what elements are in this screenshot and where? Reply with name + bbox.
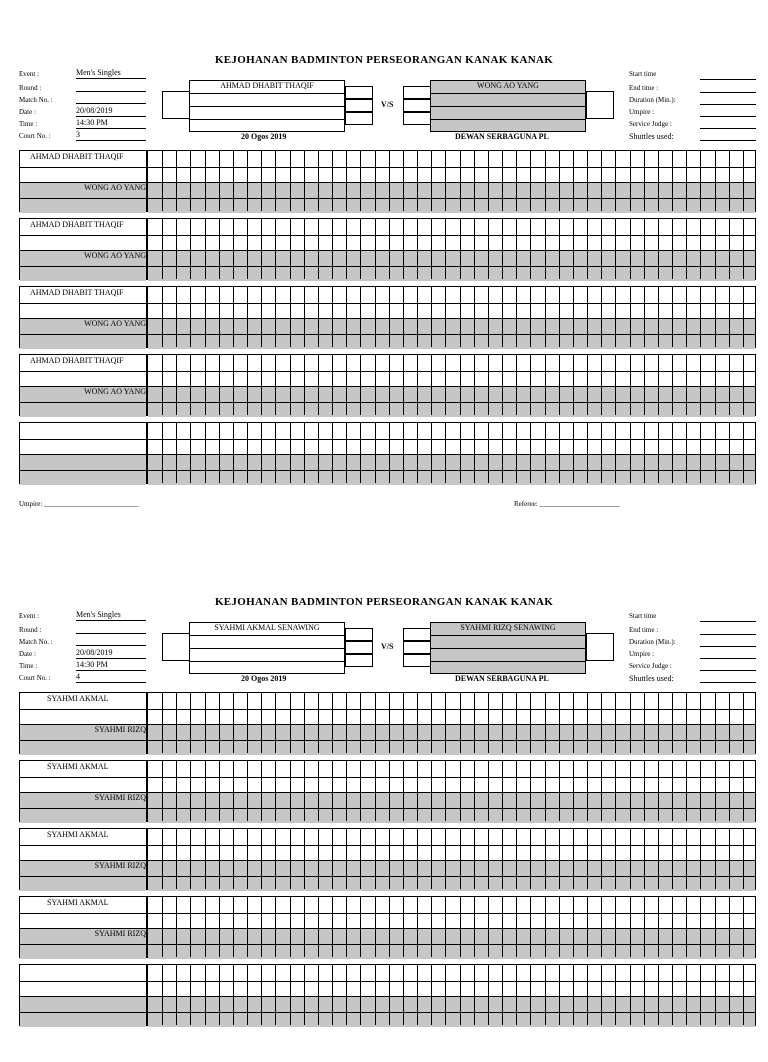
game-player-b: SYAHMI RIZQ [94,929,146,938]
game-player-b: WONG AO YANG [84,183,146,192]
service-judge-label: Service Judge : [629,120,672,128]
date-value: 20/08/2019 [76,648,146,659]
player-a-score-box-2 [345,99,373,112]
duration-label: Duration (Min.): [629,96,676,104]
score-grid [147,692,756,754]
venue: DEWAN SERBAGUNA PL [455,132,549,141]
player-b-score-box-1 [403,86,431,99]
round-value [76,623,146,634]
game-names [19,422,147,484]
game-names [19,760,147,822]
sheet-title: KEJOHANAN BADMINTON PERSEORANGAN KANAK KANAK [214,596,554,608]
game-block [19,286,756,348]
player-a-score-box-3 [345,654,373,667]
date-text: 20 Ogos 2019 [241,674,287,683]
game-player-a: AHMAD DHABIT THAQIF [30,220,124,229]
game-names [19,828,147,890]
date-label: Date : [19,108,36,116]
date-value: 20/08/2019 [76,106,146,117]
player-a-score-box-1 [345,628,373,641]
match-no-label: Match No. : [19,96,53,104]
game-block [19,150,756,212]
score-grid [147,760,756,822]
end-time-label: End time : [629,84,659,92]
player-a-seed-box [162,633,190,661]
score-grid [147,964,756,1026]
sheet-title: KEJOHANAN BADMINTON PERSEORANGAN KANAK KANAK [214,54,554,66]
court-no-label: Court No. : [19,674,51,682]
game-names [19,286,147,348]
duration-label: Duration (Min.): [629,638,676,646]
player-a-name: SYAHMI AKMAL SENAWING [214,623,320,632]
time-value: 14:30 PM [76,118,146,129]
end-time-label: End time : [629,626,659,634]
player-b-name: WONG AO YANG [477,81,539,90]
court-no-value: 3 [76,130,146,141]
score-grid [147,150,756,212]
start-time-label: Start time [629,70,657,78]
event-value: Men's Singles [76,68,146,79]
umpire-signature: Umpire: ___________________________ [19,500,139,508]
game-player-a: SYAHMI AKMAL [47,898,109,907]
player-b-score-box-3 [403,112,431,125]
event-value: Men's Singles [76,610,146,621]
game-names [19,692,147,754]
event-label: Event : [19,70,40,78]
player-a-score-box-1 [345,86,373,99]
game-player-a: AHMAD DHABIT THAQIF [30,152,124,161]
game-player-a: SYAHMI AKMAL [47,762,109,771]
player-a-score-box-3 [345,112,373,125]
game-block [19,760,756,822]
game-player-a: AHMAD DHABIT THAQIF [30,288,124,297]
player-b-score-box-1 [403,628,431,641]
game-player-b: WONG AO YANG [84,387,146,396]
time-label: Time : [19,662,38,670]
player-a-name: AHMAD DHABIT THAQIF [220,81,314,90]
game-block [19,828,756,890]
game-block [19,964,756,1026]
game-player-b: SYAHMI RIZQ [94,725,146,734]
game-names [19,354,147,416]
match-no-value [76,635,146,646]
court-no-label: Court No. : [19,132,51,140]
player-b-score-box-2 [403,99,431,112]
game-player-b: SYAHMI RIZQ [94,861,146,870]
score-grid [147,354,756,416]
game-names [19,150,147,212]
game-block [19,218,756,280]
player-b-score-box-3 [403,654,431,667]
player-a-score-box-2 [345,641,373,654]
date-text: 20 Ogos 2019 [241,132,287,141]
player-b-score-box-2 [403,641,431,654]
service-judge-label: Service Judge : [629,662,672,670]
game-player-b: WONG AO YANG [84,319,146,328]
game-names [19,964,147,1026]
score-grid [147,828,756,890]
referee-signature: Referee: _______________________ [514,500,620,508]
game-player-b: WONG AO YANG [84,251,146,260]
time-value: 14:30 PM [76,660,146,671]
scoresheet-2 [0,542,768,1062]
game-names [19,218,147,280]
date-label: Date : [19,650,36,658]
vs-label: V/S [381,642,394,651]
player-a-seed-box [162,91,190,119]
court-no-value: 4 [76,672,146,683]
game-block [19,896,756,958]
venue: DEWAN SERBAGUNA PL [455,674,549,683]
event-label: Event : [19,612,40,620]
round-value [76,81,146,92]
match-no-label: Match No. : [19,638,53,646]
game-block [19,354,756,416]
umpire-label: Umpire : [629,650,655,658]
game-block [19,692,756,754]
player-b-seed-box [586,91,614,119]
game-player-a: AHMAD DHABIT THAQIF [30,356,124,365]
scoresheet-1 [0,0,768,520]
shuttles-label: Shuttles used: [629,674,674,683]
round-label: Round : [19,626,42,634]
umpire-label: Umpire : [629,108,655,116]
time-label: Time : [19,120,38,128]
round-label: Round : [19,84,42,92]
start-time-label: Start time [629,612,657,620]
game-player-a: SYAHMI AKMAL [47,830,109,839]
player-b-seed-box [586,633,614,661]
vs-label: V/S [381,100,394,109]
game-player-b: SYAHMI RIZQ [94,793,146,802]
score-grid [147,896,756,958]
game-block [19,422,756,484]
player-b-name: SYAHMI RIZQ SENAWING [460,623,556,632]
game-names [19,896,147,958]
match-no-value [76,93,146,104]
score-grid [147,218,756,280]
game-player-a: SYAHMI AKMAL [47,694,109,703]
score-grid [147,286,756,348]
shuttles-label: Shuttles used: [629,132,674,141]
score-grid [147,422,756,484]
